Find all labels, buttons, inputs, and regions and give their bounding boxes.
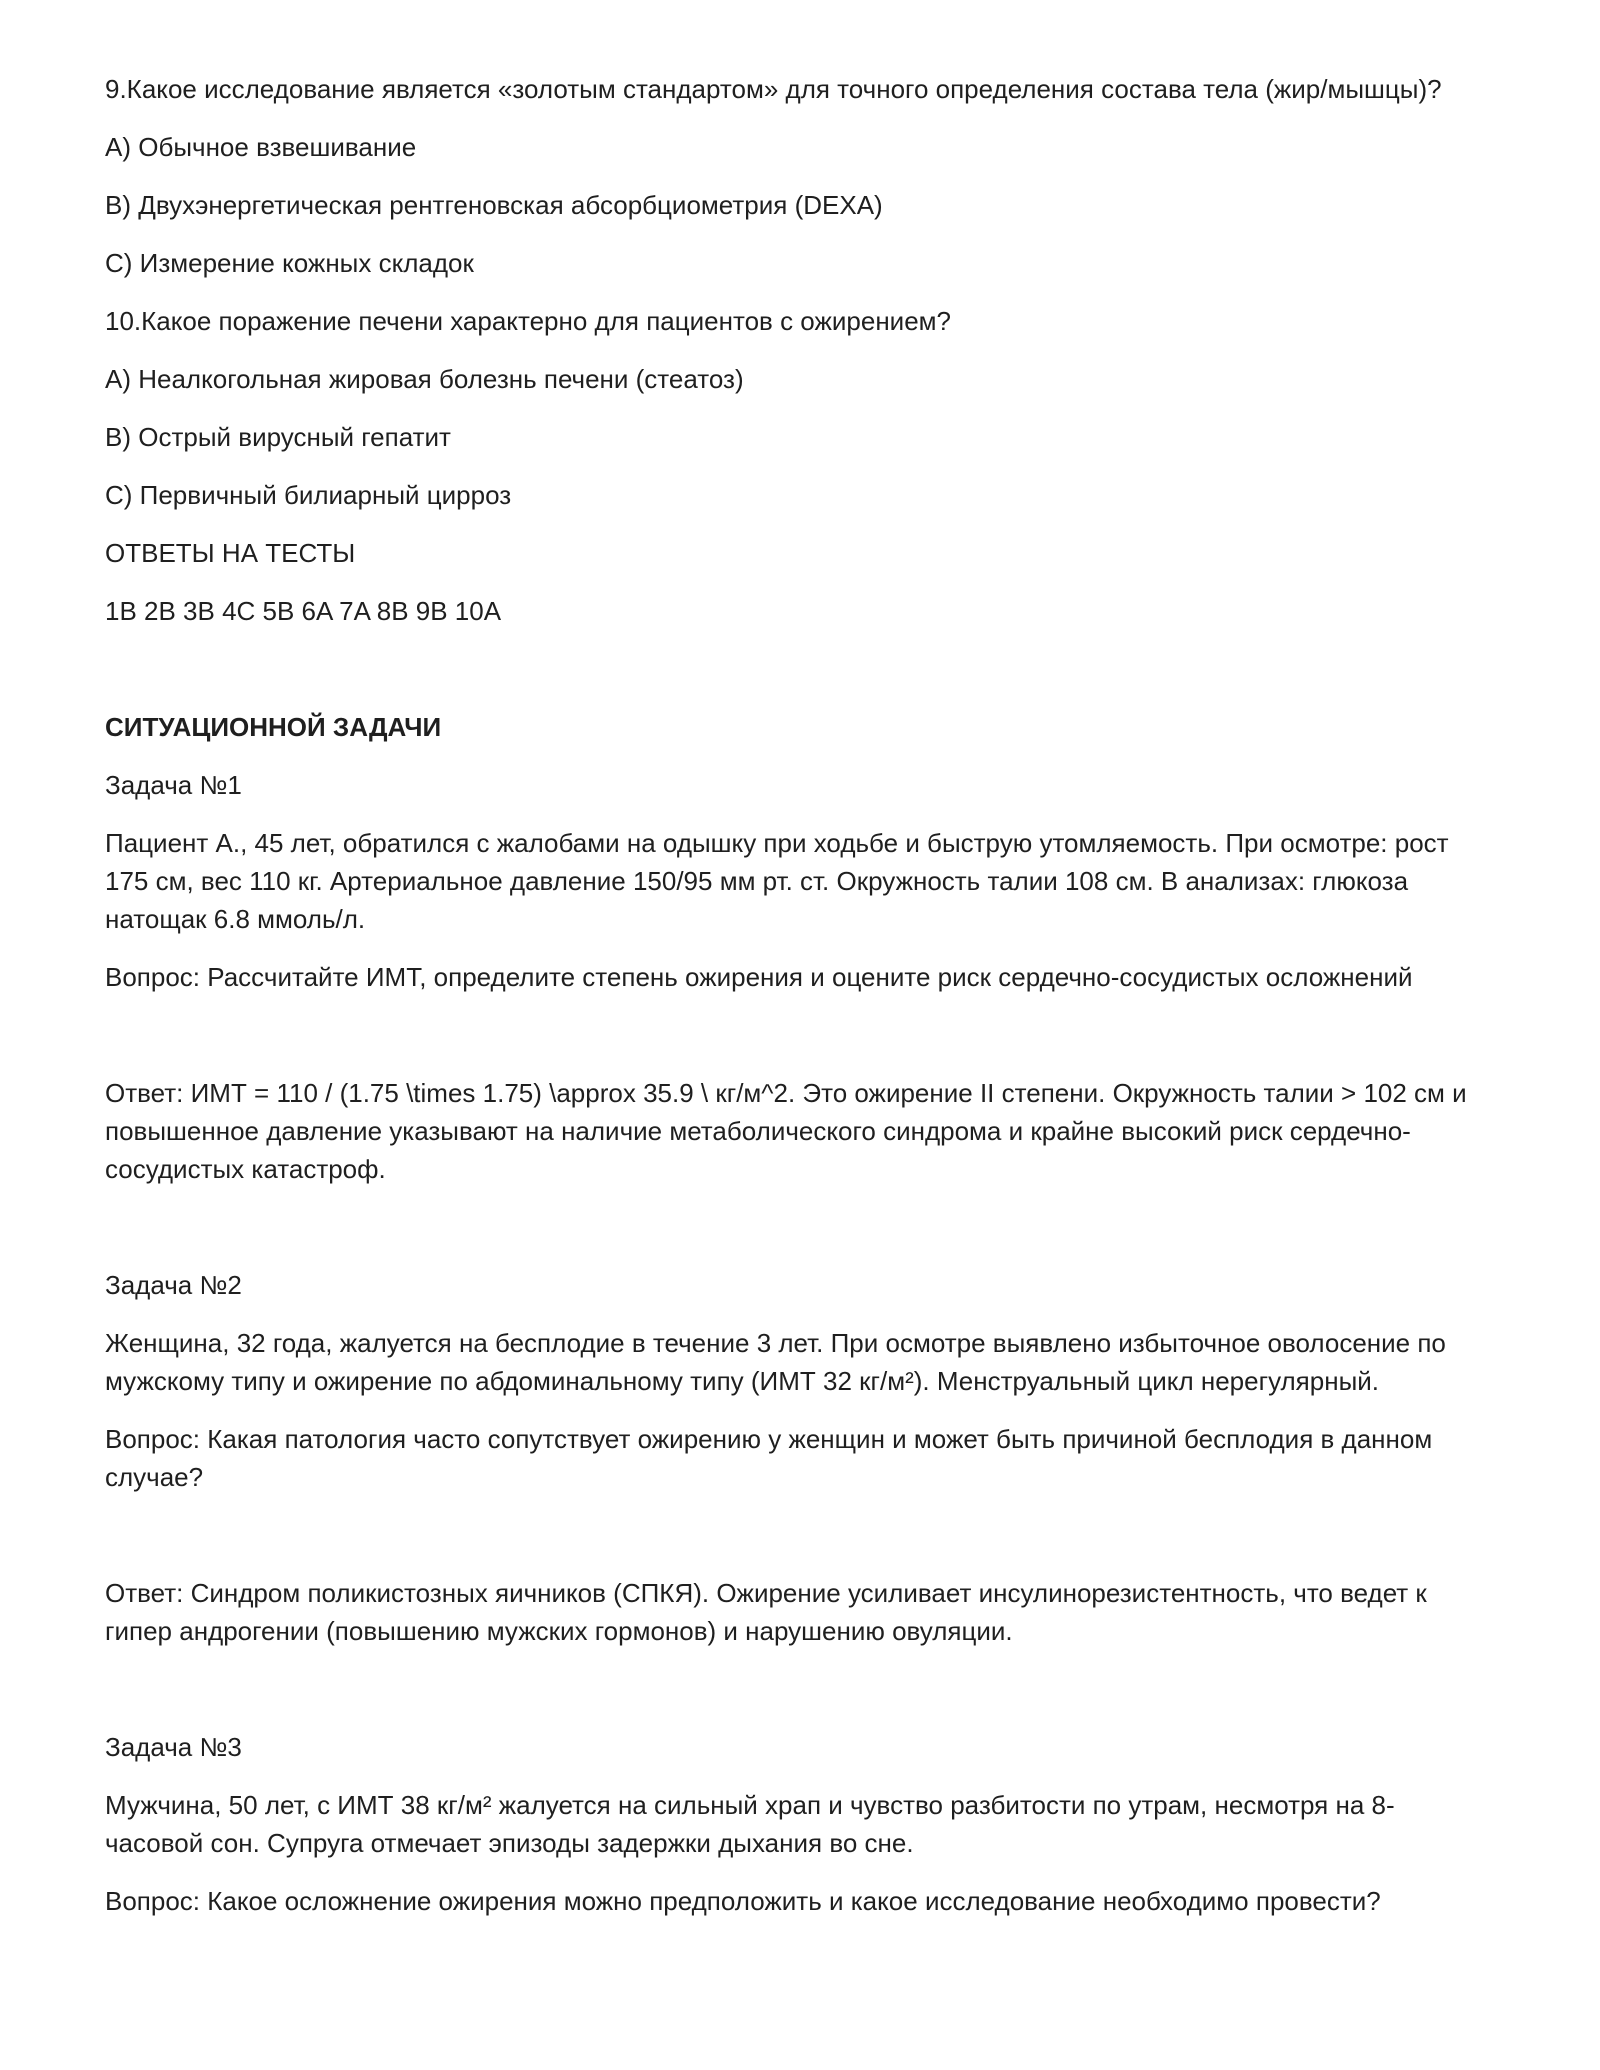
task-1-title: Задача №1 (105, 770, 242, 800)
question-9-option-a: A) Обычное взвешивание (105, 132, 417, 162)
task-1-text-line-1: Пациент А., 45 лет, обратился с жалобами на одышку при ходьбе и быструю утомляемость. При осмотре: рост (105, 828, 1449, 858)
task-2-title: Задача №2 (105, 1270, 242, 1300)
task-2-answer-line-1: Ответ: Синдром поликистозных яичников (СПКЯ). Ожирение усиливает инсулинорезистентность, что ведет к (105, 1578, 1427, 1608)
task-2-question-line-1: Вопрос: Какая патология часто сопутствует ожирению у женщин и может быть причиной бесплодия в данном (105, 1424, 1433, 1454)
question-9-option-b: B) Двухэнергетическая рентгеновская абсорбциометрия (DEXA) (105, 190, 883, 220)
question-10-option-a: A) Неалкогольная жировая болезнь печени (стеатоз) (105, 364, 744, 394)
task-3-question: Вопрос: Какое осложнение ожирения можно предположить и какое исследование необходимо провести? (105, 1886, 1381, 1916)
answers-list: 1B 2B 3B 4C 5B 6A 7A 8B 9B 10A (105, 596, 502, 626)
question-10-option-b: B) Острый вирусный гепатит (105, 422, 451, 452)
task-2-question-line-2: случае? (105, 1462, 204, 1492)
question-10-option-c: C) Первичный билиарный цирроз (105, 480, 512, 510)
task-1-text-line-3: натощак 6.8 ммоль/л. (105, 904, 366, 934)
task-2-text-line-1: Женщина, 32 года, жалуется на бесплодие в течение 3 лет. При осмотре выявлено избыточное оволосение по (105, 1328, 1446, 1358)
task-1-question: Вопрос: Рассчитайте ИМТ, определите степень ожирения и оцените риск сердечно-сосудистых осложнений (105, 962, 1413, 992)
task-3-text-line-1: Мужчина, 50 лет, с ИМТ 38 кг/м² жалуется на сильный храп и чувство разбитости по утрам, несмотря на 8- (105, 1790, 1395, 1820)
question-9: 9.Какое исследование является «золотым стандартом» для точного определения состава тела (жир/мышцы)? (105, 74, 1442, 104)
task-1-answer-line-3: сосудистых катастроф. (105, 1154, 386, 1184)
task-3-title: Задача №3 (105, 1732, 242, 1762)
question-10: 10.Какое поражение печени характерно для пациентов с ожирением? (105, 306, 951, 336)
task-1-answer-line-1: Ответ: ИМТ = 110 / (1.75 \times 1.75) \approx 35.9 \ кг/м^2. Это ожирение II степени. Окружность талии > 102 см и (105, 1078, 1467, 1108)
task-2-answer-line-2: гипер андрогении (повышению мужских гормонов) и нарушению овуляции. (105, 1616, 1013, 1646)
task-3-text-line-2: часовой сон. Супруга отмечает эпизоды задержки дыхания во сне. (105, 1828, 914, 1858)
tasks-heading: СИТУАЦИОННОЙ ЗАДАЧИ (105, 712, 442, 742)
task-1-answer-line-2: повышенное давление указывают на наличие метаболического синдрома и крайне высокий риск сердечно- (105, 1116, 1411, 1146)
question-9-option-c: C) Измерение кожных складок (105, 248, 474, 278)
task-2-text-line-2: мужскому типу и ожирение по абдоминальному типу (ИМТ 32 кг/м²). Менструальный цикл нерегулярный. (105, 1366, 1379, 1396)
answers-title: ОТВЕТЫ НА ТЕСТЫ (105, 538, 356, 568)
task-1-text-line-2: 175 см, вес 110 кг. Артериальное давление 150/95 мм рт. ст. Окружность талии 108 см. В анализах: глюкоза (105, 866, 1409, 896)
